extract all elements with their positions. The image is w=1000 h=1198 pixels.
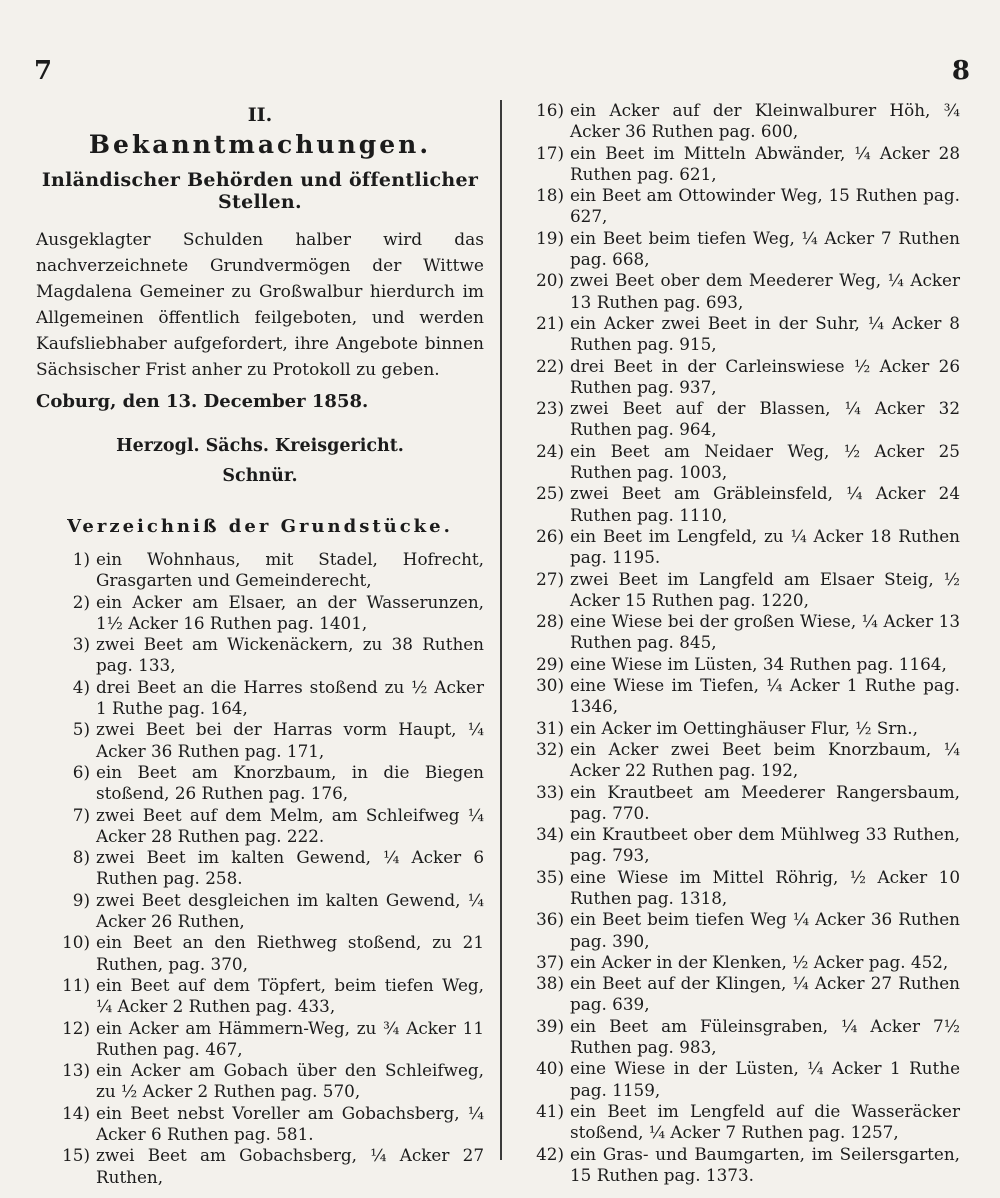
list-item: [36, 719, 484, 762]
item-number: 29): [536, 653, 564, 674]
list-item: [36, 762, 484, 805]
notice-date: Coburg, den 13. December 1858.: [36, 391, 369, 412]
list-item: [518, 356, 960, 399]
list-item: [518, 313, 960, 356]
list-item: [36, 592, 484, 635]
item-number: 25): [536, 483, 564, 504]
right-column: [518, 100, 960, 1186]
item-text: zwei Beet ober dem Meederer Weg, ¼ Acker 13 Ruthen pag. 693,: [570, 270, 960, 312]
item-text: ein Acker im Oettinghäuser Flur, ½ Srn.,: [570, 717, 918, 738]
item-text: ein Acker auf der Kleinwalburer Höh, ¾ Acker 36 Ruthen pag. 600,: [570, 100, 960, 142]
item-text: zwei Beet im kalten Gewend, ¼ Acker 6 Ruthen pag. 258.: [96, 847, 484, 889]
court-name: Herzogl. Sächs. Kreisgericht.: [116, 436, 404, 456]
column-divider: [500, 100, 502, 1160]
item-text: ein Beet nebst Voreller am Gobachsberg, ¼ Acker 6 Ruthen pag. 581.: [96, 1102, 484, 1145]
item-text: eine Wiese im Mittel Röhrig, ½ Acker 10 Ruthen pag. 1318,: [570, 866, 960, 908]
notice-text: Ausgeklagter Schulden halber wird das nachverzeichnete Grundvermögen der Wittwe Magdalena Gemeiner zu Großwalbur hierdurch im Allgemeinen öffentlich feilgeboten, und werden Kaufsliebhaber aufgefordert, ihre Angebote binnen Sächsischer Frist anher zu Protokoll zu geben.: [36, 230, 484, 380]
item-text: ein Beet am Füleinsgraben, ¼ Acker 7½ Ruthen pag. 983,: [570, 1015, 960, 1058]
list-item: [518, 739, 960, 782]
item-number: 12): [62, 1017, 90, 1038]
page-number-right: 8: [951, 56, 970, 86]
section-number: II.: [247, 104, 273, 126]
list-item: [36, 1103, 484, 1146]
list-item: [518, 398, 960, 441]
property-list-right: [518, 100, 960, 1186]
list-item: [518, 569, 960, 612]
item-number: 4): [72, 676, 90, 697]
item-text: ein Beet am Ottowinder Weg, 15 Ruthen pag. 627,: [570, 185, 960, 227]
list-item: [36, 634, 484, 677]
item-text: ein Beet am Knorzbaum, in die Biegen stoßend, 26 Ruthen pag. 176,: [96, 761, 484, 804]
item-number: 36): [536, 909, 564, 930]
list-item: [36, 805, 484, 848]
list-item: [36, 549, 484, 592]
item-number: 20): [536, 270, 564, 291]
list-item: [36, 1060, 484, 1103]
list-item: [518, 441, 960, 484]
item-text: zwei Beet auf dem Melm, am Schleifweg ¼ Acker 28 Ruthen pag. 222.: [96, 804, 484, 846]
list-item: [518, 782, 960, 825]
list-item: [518, 611, 960, 654]
item-number: 8): [72, 847, 90, 868]
list-item: [518, 483, 960, 526]
item-text: eine Wiese im Tiefen, ¼ Acker 1 Ruthe pag. 1346,: [570, 675, 960, 717]
item-text: ein Beet auf der Klingen, ¼ Acker 27 Ruthen pag. 639,: [570, 973, 960, 1015]
list-item: [36, 847, 484, 890]
item-number: 37): [536, 951, 564, 972]
item-number: 19): [536, 227, 564, 248]
item-number: 13): [62, 1060, 90, 1081]
item-text: eine Wiese in der Lüsten, ¼ Acker 1 Ruthe pag. 1159,: [570, 1058, 960, 1100]
list-item: [518, 526, 960, 569]
list-item: [518, 1101, 960, 1144]
list-item: [518, 143, 960, 186]
item-text: ein Beet im Lengfeld, zu ¼ Acker 18 Ruthen pag. 1195.: [570, 525, 960, 568]
item-text: ein Acker in der Klenken, ½ Acker pag. 452,: [570, 951, 949, 972]
item-text: ein Acker am Elsaer, an der Wasserunzen, 1½ Acker 16 Ruthen pag. 1401,: [96, 591, 484, 633]
item-text: zwei Beet am Gräbleinsfeld, ¼ Acker 24 Ruthen pag. 1110,: [570, 483, 960, 525]
item-number: 39): [536, 1015, 564, 1036]
item-text: ein Beet im Mitteln Abwänder, ¼ Acker 28 Ruthen pag. 621,: [570, 142, 960, 184]
item-number: 22): [536, 355, 564, 376]
list-item: [518, 1016, 960, 1059]
item-number: 23): [536, 398, 564, 419]
item-number: 10): [62, 932, 90, 953]
item-number: 7): [72, 804, 90, 825]
item-text: ein Acker zwei Beet beim Knorzbaum, ¼ Acker 22 Ruthen pag. 192,: [570, 738, 960, 781]
item-number: 9): [72, 889, 90, 910]
item-text: ein Gras- und Baumgarten, im Seilersgarten, 15 Ruthen pag. 1373.: [570, 1143, 960, 1185]
item-number: 16): [536, 100, 564, 120]
list-item: [518, 100, 960, 143]
item-number: 24): [536, 440, 564, 461]
item-number: 6): [72, 761, 90, 782]
item-text: drei Beet in der Carleinswiese ½ Acker 26 Ruthen pag. 937,: [570, 355, 960, 397]
list-heading: Verzeichniß der Grundstücke.: [67, 516, 453, 537]
item-number: 2): [72, 591, 90, 612]
item-text: eine Wiese im Lüsten, 34 Ruthen pag. 1164,: [570, 653, 947, 674]
item-text: ein Krautbeet ober dem Mühlweg 33 Ruthen, pag. 793,: [570, 824, 960, 866]
page-number-left: 7: [34, 56, 53, 86]
left-column: [36, 100, 484, 1188]
item-text: zwei Beet auf der Blassen, ¼ Acker 32 Ruthen pag. 964,: [570, 398, 960, 440]
list-item: [36, 1145, 484, 1188]
item-text: zwei Beet desgleichen im kalten Gewend, ¼ Acker 26 Ruthen,: [96, 889, 484, 932]
signature: Schnür.: [222, 466, 298, 486]
item-number: 41): [536, 1100, 564, 1121]
list-item: [518, 270, 960, 313]
list-item: [518, 185, 960, 228]
list-item: [36, 677, 484, 720]
item-number: 11): [62, 974, 90, 995]
item-number: 1): [72, 549, 90, 569]
list-item: [36, 932, 484, 975]
section-title: Bekanntmachungen.: [88, 130, 432, 159]
item-number: 14): [62, 1102, 90, 1123]
item-number: 40): [536, 1058, 564, 1079]
item-number: 17): [536, 142, 564, 163]
item-number: 32): [536, 738, 564, 759]
item-text: ein Krautbeet am Meederer Rangersbaum, pag. 770.: [570, 781, 960, 823]
list-item: [518, 867, 960, 910]
list-item: [518, 1058, 960, 1101]
item-text: zwei Beet am Gobachsberg, ¼ Acker 27 Ruthen,: [96, 1145, 484, 1187]
item-number: 5): [72, 719, 90, 740]
list-item: [36, 975, 484, 1018]
list-item: [518, 909, 960, 952]
item-number: 27): [536, 568, 564, 589]
item-text: ein Acker am Hämmern-Weg, zu ¾ Acker 11 Ruthen pag. 467,: [96, 1017, 484, 1059]
list-item: [518, 952, 960, 973]
item-text: ein Beet an den Riethweg stoßend, zu 21 Ruthen, pag. 370,: [96, 932, 484, 974]
item-number: 3): [72, 634, 90, 655]
list-item: [518, 228, 960, 271]
item-number: 38): [536, 973, 564, 994]
list-item: [518, 1144, 960, 1187]
item-text: ein Acker am Gobach über den Schleifweg, zu ½ Acker 2 Ruthen pag. 570,: [96, 1060, 484, 1102]
item-text: ein Wohnhaus, mit Stadel, Hofrecht, Grasgarten und Gemeinderecht,: [96, 549, 484, 591]
item-number: 34): [536, 824, 564, 845]
list-item: [36, 1018, 484, 1061]
property-list-left: [36, 549, 484, 1188]
item-text: drei Beet an die Harres stoßend zu ½ Acker 1 Ruthe pag. 164,: [96, 676, 484, 719]
list-item: [518, 973, 960, 1016]
item-text: zwei Beet im Langfeld am Elsaer Steig, ½ Acker 15 Ruthen pag. 1220,: [570, 568, 960, 610]
section-subtitle: Inländischer Behörden und öffentlicher Stellen.: [41, 169, 479, 213]
item-number: 33): [536, 781, 564, 802]
list-item: [518, 718, 960, 739]
item-number: 42): [536, 1143, 564, 1164]
item-text: ein Beet im Lengfeld auf die Wasseräcker stoßend, ¼ Acker 7 Ruthen pag. 1257,: [570, 1100, 960, 1143]
item-text: ein Acker zwei Beet in der Suhr, ¼ Acker 8 Ruthen pag. 915,: [570, 312, 960, 355]
list-item: [518, 675, 960, 718]
item-number: 21): [536, 312, 564, 333]
item-number: 15): [62, 1145, 90, 1166]
list-item: [36, 890, 484, 933]
item-text: ein Beet auf dem Töpfert, beim tiefen Weg, ¼ Acker 2 Ruthen pag. 433,: [96, 974, 484, 1017]
item-number: 35): [536, 866, 564, 887]
item-text: zwei Beet am Wickenäckern, zu 38 Ruthen pag. 133,: [96, 634, 484, 676]
item-number: 30): [536, 675, 564, 696]
item-number: 18): [536, 185, 564, 206]
item-text: eine Wiese bei der großen Wiese, ¼ Acker 13 Ruthen pag. 845,: [570, 611, 960, 653]
list-item: [518, 654, 960, 675]
list-item: [518, 824, 960, 867]
item-text: ein Beet beim tiefen Weg ¼ Acker 36 Ruthen pag. 390,: [570, 909, 960, 951]
item-number: 26): [536, 525, 564, 546]
item-text: zwei Beet bei der Harras vorm Haupt, ¼ Acker 36 Ruthen pag. 171,: [96, 719, 484, 761]
item-text: ein Beet beim tiefen Weg, ¼ Acker 7 Ruthen pag. 668,: [570, 227, 960, 270]
item-number: 28): [536, 611, 564, 632]
item-number: 31): [536, 717, 564, 738]
item-text: ein Beet am Neidaer Weg, ½ Acker 25 Ruthen pag. 1003,: [570, 440, 960, 483]
